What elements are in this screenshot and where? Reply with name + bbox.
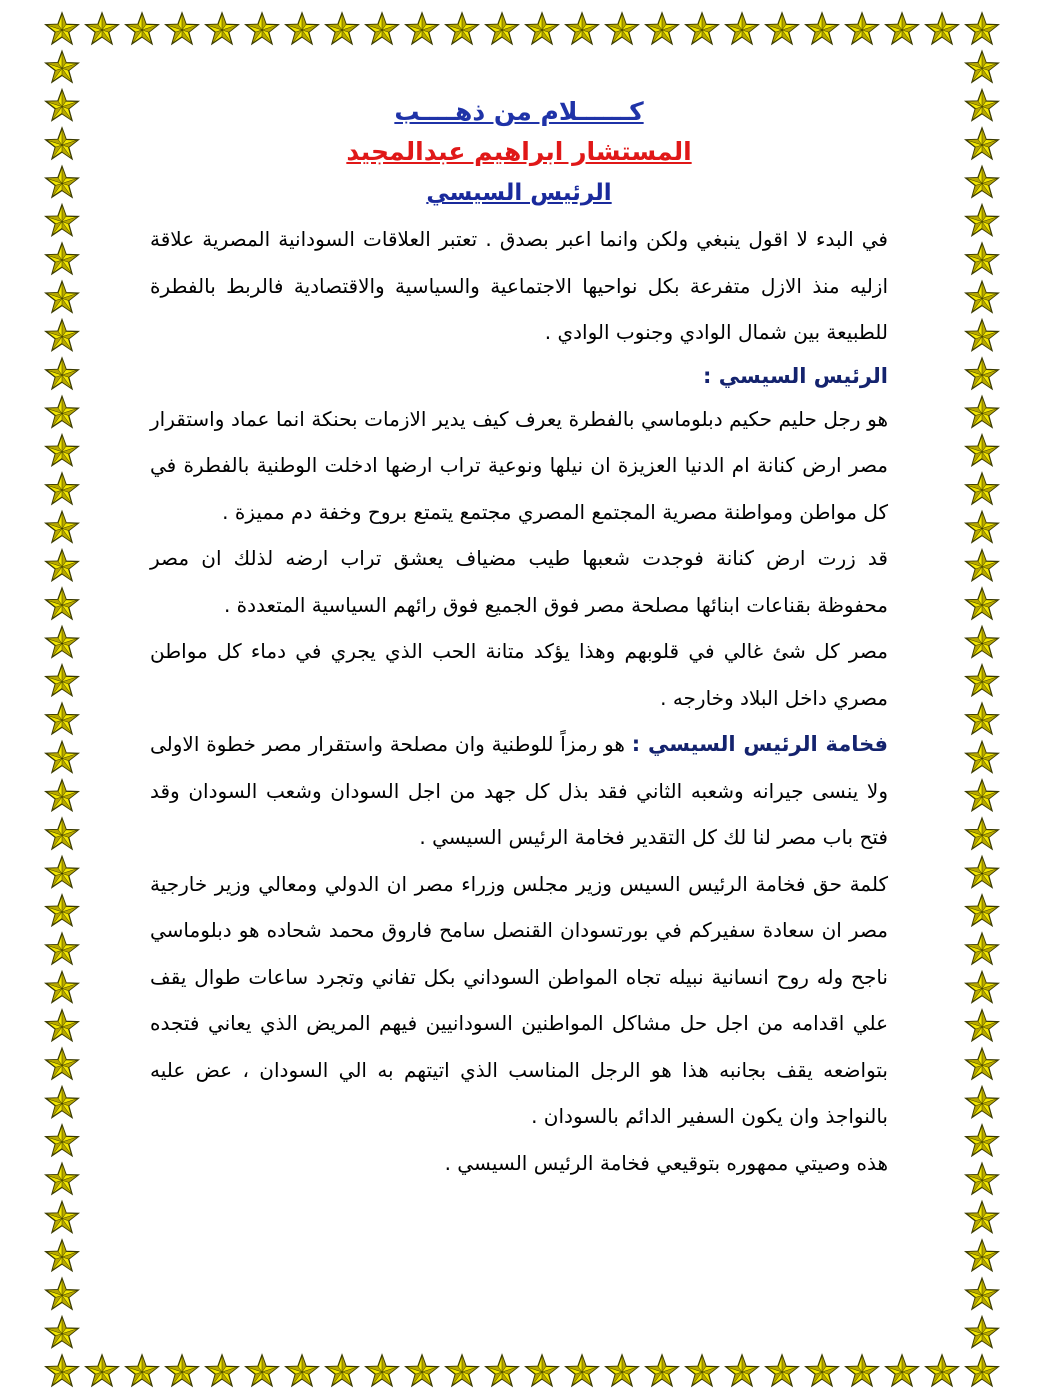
- star-icon: [326, 13, 358, 44]
- star-icon: [46, 857, 78, 888]
- star-icon: [926, 13, 958, 44]
- star-icon: [46, 128, 78, 159]
- star-icon: [966, 512, 998, 543]
- star-icon: [966, 1317, 998, 1348]
- star-icon: [46, 665, 78, 696]
- star-icon: [46, 13, 78, 44]
- star-icon: [446, 13, 478, 44]
- star-icon: [846, 13, 878, 44]
- star-icon: [46, 243, 78, 274]
- star-icon: [46, 1355, 78, 1386]
- star-icon: [966, 972, 998, 1003]
- star-icon: [46, 550, 78, 581]
- document-page: [150, 92, 888, 1186]
- star-icon: [966, 665, 998, 696]
- star-icon: [46, 1010, 78, 1041]
- star-icon: [126, 1355, 158, 1386]
- star-icon: [966, 588, 998, 619]
- section1-heading-line: [150, 356, 888, 396]
- star-icon: [526, 1355, 558, 1386]
- star-icon: [966, 243, 998, 274]
- star-icon: [886, 13, 918, 44]
- star-icon: [246, 1355, 278, 1386]
- document-title: كــــــلام من ذهــــب: [394, 97, 644, 126]
- section2-heading: فخامة الرئيس السيسي :: [631, 732, 888, 756]
- star-icon: [246, 13, 278, 44]
- star-icon: [286, 13, 318, 44]
- star-icon: [646, 1355, 678, 1386]
- star-icon: [966, 1355, 998, 1386]
- star-icon: [726, 13, 758, 44]
- star-icon: [486, 13, 518, 44]
- star-icon: [46, 1317, 78, 1348]
- star-icon: [166, 13, 198, 44]
- section1-paragraph-2: قد زرت ارض كنانة فوجدت شعبها طيب مضياف يعشق تراب ارضه لذلك ان مصر محفوظة بقناعات ابنائها مصلحة مصر فوق الجميع فوق رائهم السياسية المتعددة .: [150, 546, 888, 617]
- star-icon: [46, 435, 78, 466]
- star-icon: [966, 742, 998, 773]
- star-icon: [966, 1278, 998, 1309]
- star-icon: [46, 588, 78, 619]
- star-icon: [966, 166, 998, 197]
- star-icon: [966, 396, 998, 427]
- star-icon: [966, 857, 998, 888]
- star-icon: [726, 1355, 758, 1386]
- star-icon: [966, 435, 998, 466]
- section2-paragraph-2: هذه وصيتي ممهوره بتوقيعي فخامة الرئيس السيسي .: [444, 1150, 888, 1175]
- star-icon: [46, 358, 78, 389]
- star-icon: [966, 51, 998, 82]
- star-icon: [926, 1355, 958, 1386]
- star-icon: [46, 818, 78, 849]
- star-icon: [46, 742, 78, 773]
- star-icon: [526, 13, 558, 44]
- star-icon: [966, 281, 998, 312]
- star-icon: [966, 933, 998, 964]
- star-icon: [46, 320, 78, 351]
- star-icon: [966, 473, 998, 504]
- star-icon: [966, 780, 998, 811]
- star-icon: [486, 1355, 518, 1386]
- star-icon: [966, 1163, 998, 1194]
- star-icon: [966, 1202, 998, 1233]
- star-icon: [46, 933, 78, 964]
- star-icon: [46, 1278, 78, 1309]
- star-icon: [46, 281, 78, 312]
- star-icon: [446, 1355, 478, 1386]
- star-icon: [966, 205, 998, 236]
- star-icon: [46, 1125, 78, 1156]
- star-icon: [966, 703, 998, 734]
- star-icon: [406, 13, 438, 44]
- star-icon: [166, 1355, 198, 1386]
- star-icon: [406, 1355, 438, 1386]
- star-icon: [46, 1163, 78, 1194]
- star-icon: [566, 1355, 598, 1386]
- section2-paragraph-lead: [150, 721, 888, 861]
- star-icon: [686, 1355, 718, 1386]
- star-icon: [966, 1048, 998, 1079]
- star-icon: [606, 13, 638, 44]
- intro-paragraph: في البدء لا اقول ينبغي ولكن وانما اعبر بصدق . تعتبر العلاقات السودانية المصرية علاقة ازليه منذ الازل متفرعة بكل نواحيها الاجتماعية والسياسية والاقتصادية فالربط بالفطرة للطبيعة بين شمال الوادي وجنوب الوادي .: [150, 227, 888, 344]
- star-icon: [846, 1355, 878, 1386]
- star-icon: [46, 396, 78, 427]
- document-subject: الرئيس السيسي: [426, 180, 612, 206]
- star-icon: [686, 13, 718, 44]
- section2-paragraph-1: كلمة حق فخامة الرئيس السيس وزير مجلس وزراء مصر ان الدولي ومعالي وزير خارجية مصر ان سعادة سفيركم في بورتسودان القنصل سامح فاروق محمد شحاده هو دبلوماسي ناجح وله روح انسانية نبيله تجاه المواطن السوداني بكل تفاني وتجرد ساعات طوال يقف علي اقدامه من اجل حل مشاكل المواطنين السودانيين فيهم المريض الذي يعاني فتجده بتواضعه يقف بجانبه هذا هو الرجل المناسب الذي اتيتهم به الي السودان ، عض عليه بالنواجذ وان يكون السفير الدائم بالسودان .: [150, 871, 888, 1128]
- star-icon: [46, 51, 78, 82]
- star-icon: [966, 818, 998, 849]
- star-icon: [966, 550, 998, 581]
- star-icon: [46, 627, 78, 658]
- star-icon: [966, 90, 998, 121]
- star-icon: [46, 1240, 78, 1271]
- star-icon: [766, 13, 798, 44]
- star-icon: [46, 780, 78, 811]
- star-icon: [966, 358, 998, 389]
- star-icon: [46, 703, 78, 734]
- star-icon: [46, 473, 78, 504]
- star-icon: [86, 1355, 118, 1386]
- star-icon: [46, 90, 78, 121]
- star-icon: [966, 128, 998, 159]
- star-icon: [46, 1087, 78, 1118]
- star-icon: [966, 895, 998, 926]
- section1-paragraph-1: هو رجل حليم حكيم دبلوماسي بالفطرة يعرف كيف يدير الازمات بحنكة انما عماد واستقرار مصر ارض كنانة ام الدنيا العزيزة ان نيلها ونوعية تراب ارضها ادخلت الوطنية بالفطرة في كل مواطن ومواطنة مصرية المجتمع المصري مجتمع يتمتع بروح وخفة دم مميزة .: [150, 406, 888, 524]
- star-icon: [966, 13, 998, 44]
- star-icon: [46, 512, 78, 543]
- star-icon: [206, 13, 238, 44]
- star-icon: [806, 1355, 838, 1386]
- star-icon: [126, 13, 158, 44]
- star-icon: [566, 13, 598, 44]
- star-icon: [886, 1355, 918, 1386]
- star-icon: [766, 1355, 798, 1386]
- section1-paragraph-3: مصر كل شئ غالي في قلوبهم وهذا يؤكد متانة الحب الذي يجري في دماء كل مواطن مصري داخل البلاد وخارجه .: [150, 639, 888, 710]
- star-icon: [966, 627, 998, 658]
- star-icon: [366, 1355, 398, 1386]
- author-name: المستشار ابراهيم عبدالمجيد: [346, 137, 692, 166]
- star-icon: [606, 1355, 638, 1386]
- star-icon: [46, 166, 78, 197]
- section2-lead-text: هو رمزاً للوطنية وان مصلحة واستقرار مصر خطوة الاولى ولا ينسى جيرانه وشعبه الثاني فقد بذل كل جهد من اجل السودان وشعب السودان وقد فتح باب مصر لنا لك كل التقدير فخامة الرئيس السيسي .: [150, 732, 888, 849]
- star-icon: [966, 320, 998, 351]
- star-icon: [286, 1355, 318, 1386]
- star-icon: [46, 1048, 78, 1079]
- star-icon: [646, 13, 678, 44]
- star-icon: [206, 1355, 238, 1386]
- star-icon: [46, 205, 78, 236]
- star-icon: [86, 13, 118, 44]
- star-icon: [806, 13, 838, 44]
- star-icon: [966, 1010, 998, 1041]
- star-icon: [46, 1202, 78, 1233]
- star-icon: [366, 13, 398, 44]
- star-icon: [326, 1355, 358, 1386]
- star-icon: [966, 1240, 998, 1271]
- star-icon: [966, 1087, 998, 1118]
- star-icon: [46, 895, 78, 926]
- star-icon: [46, 972, 78, 1003]
- section1-heading: الرئيس السيسي :: [703, 363, 888, 388]
- star-icon: [966, 1125, 998, 1156]
